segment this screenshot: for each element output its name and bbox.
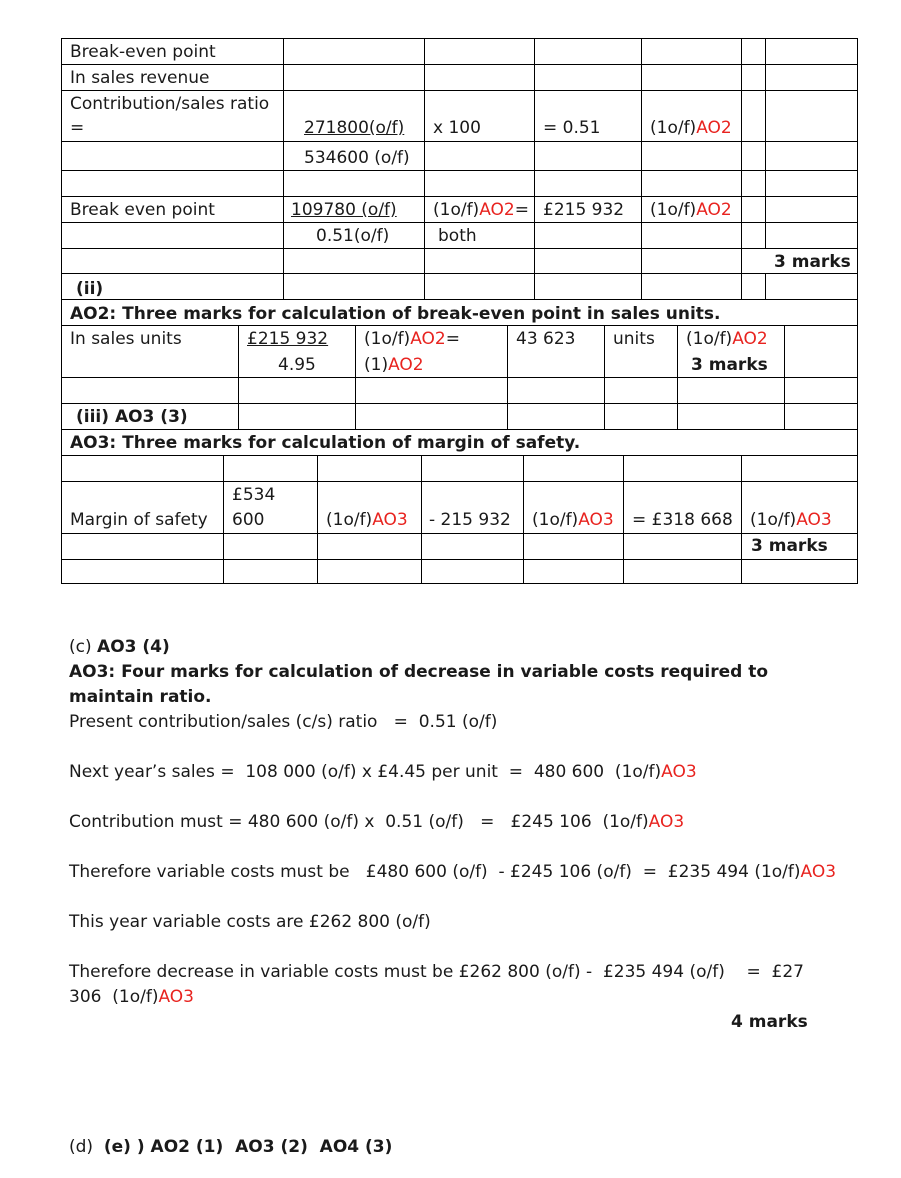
bep-result-mark: (1o/f)AO2 — [650, 200, 732, 220]
sales-line-2: 600 — [232, 510, 265, 530]
mos-mark-3: (1o/f)AO3 — [750, 510, 832, 530]
marks-total-iii: 3 marks — [751, 536, 828, 556]
cs-numerator: 271800(o/f) — [304, 118, 405, 138]
units-mark-2: (1)AO2 — [364, 355, 424, 375]
units-result: 43 623 — [516, 329, 576, 349]
units-mark-3: (1o/f)AO2 — [686, 329, 768, 349]
bep-denominator: 0.51(o/f) — [316, 226, 390, 246]
bep-result: £215 932 — [543, 200, 625, 220]
mos-mark-1: (1o/f)AO3 — [326, 510, 408, 530]
equals-sign: = — [70, 118, 85, 138]
marks-total-i: 3 marks — [774, 252, 851, 272]
cs-ratio-label: Contribution/sales ratio — [70, 94, 270, 114]
decrease-line-2: 306 (1o/f)AO3 — [69, 987, 194, 1007]
cs-result: = 0.51 — [543, 118, 601, 138]
next-sales-line: Next year’s sales = 108 000 (o/f) x £4.45 per unit = 480 600 (1o/f)AO3 — [69, 762, 697, 782]
present-ratio-line: Present contribution/sales (c/s) ratio = 0.51 (o/f) — [69, 712, 498, 732]
in-sales-units-label: In sales units — [70, 329, 182, 349]
part-d-heading: (d) (e) ) AO2 (1) AO3 (2) AO4 (3) — [69, 1137, 393, 1157]
variable-costs-line: Therefore variable costs must be £480 600 (o/f) - £245 106 (o/f) = £235 494 (1o/f)AO3 — [69, 862, 837, 882]
section-ii-instruction: AO2: Three marks for calculation of break-even point in sales units. — [70, 304, 721, 324]
part-c-heading: (c) AO3 (4) — [69, 637, 170, 657]
mos-minus-bep: - 215 932 — [429, 510, 511, 530]
section-ii-heading: (ii) — [76, 279, 104, 299]
bep-mark: (1o/f)AO2= — [433, 200, 529, 220]
units-mark-1: (1o/f)AO2= — [364, 329, 460, 349]
cs-denominator: 534600 (o/f) — [304, 148, 410, 168]
units-denominator: 4.95 — [278, 355, 316, 375]
units-word: units — [613, 329, 655, 349]
in-sales-revenue-label: In sales revenue — [70, 68, 210, 88]
part-c-instruction-2: maintain ratio. — [69, 687, 212, 707]
marks-total-c: 4 marks — [731, 1012, 808, 1032]
section-iii-instruction: AO3: Three marks for calculation of margin of safety. — [70, 433, 581, 453]
bep-numerator: 109780 (o/f) — [291, 200, 397, 220]
mos-mark-2: (1o/f)AO3 — [532, 510, 614, 530]
part-c-instruction-1: AO3: Four marks for calculation of decrease in variable costs required to — [69, 662, 769, 682]
times-100: x 100 — [433, 118, 481, 138]
section-iii-heading: (iii) AO3 (3) — [76, 407, 188, 427]
marks-total-ii: 3 marks — [691, 355, 768, 375]
break-even-label: Break even point — [70, 200, 215, 220]
this-year-line: This year variable costs are £262 800 (o/f) — [69, 912, 431, 932]
margin-of-safety-label: Margin of safety — [70, 510, 208, 530]
both-label: both — [438, 226, 477, 246]
units-numerator: £215 932 — [247, 329, 329, 349]
mos-result: = £318 668 — [632, 510, 733, 530]
sales-line-1: £534 — [232, 485, 276, 505]
cs-mark: (1o/f)AO2 — [650, 118, 732, 138]
decrease-line-1: Therefore decrease in variable costs must be £262 800 (o/f) - £235 494 (o/f) = £27 — [69, 962, 804, 982]
bep-label: Break-even point — [70, 42, 216, 62]
contribution-line: Contribution must = 480 600 (o/f) x 0.51 (o/f) = £245 106 (1o/f)AO3 — [69, 812, 685, 832]
